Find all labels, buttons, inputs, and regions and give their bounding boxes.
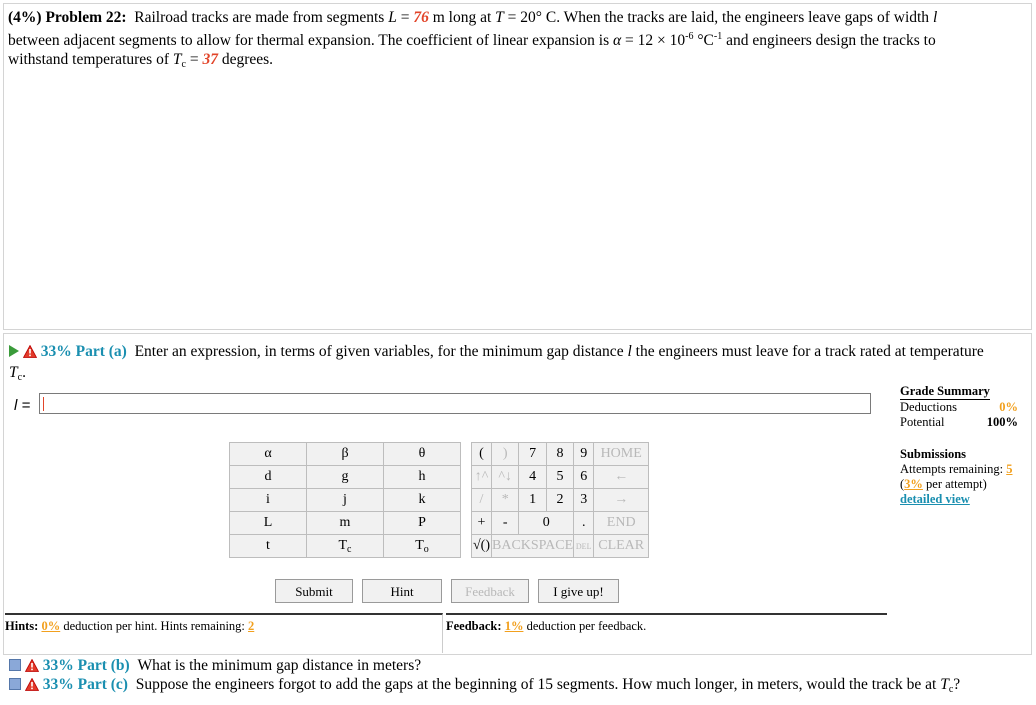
key-3[interactable]: 3 bbox=[574, 489, 594, 512]
part-c-text: Suppose the engineers forgot to add the gaps at the beginning of 15 segments. How much longer, in meters, would the track be at bbox=[135, 676, 937, 693]
subscript: c bbox=[948, 684, 954, 695]
problem-text: between adjacent segments to allow for thermal expansion. The coefficient of linear expansion is bbox=[8, 32, 610, 50]
key-2[interactable]: 2 bbox=[546, 489, 573, 512]
key-plus[interactable]: + bbox=[472, 512, 492, 535]
key-1[interactable]: 1 bbox=[519, 489, 546, 512]
key-del[interactable]: DEL bbox=[574, 535, 594, 558]
grade-summary-title: Grade Summary bbox=[900, 384, 990, 398]
feedback-label: Feedback: bbox=[446, 619, 502, 633]
problem-text: degrees. bbox=[221, 51, 274, 69]
unit: °C bbox=[697, 32, 714, 50]
part-c-header[interactable] bbox=[9, 675, 1029, 699]
key-Tc[interactable] bbox=[307, 535, 384, 558]
problem-text: m long at bbox=[432, 9, 492, 26]
feedback-bar bbox=[446, 613, 887, 653]
key-divide[interactable]: / bbox=[472, 489, 492, 512]
key-i[interactable]: i bbox=[230, 489, 307, 512]
part-a-text: the engineers must leave for a track rated at temperature bbox=[635, 343, 984, 360]
key-L[interactable]: L bbox=[230, 512, 307, 535]
key-6[interactable]: 6 bbox=[574, 466, 594, 489]
potential-label: Potential bbox=[900, 415, 945, 429]
numeric-keypad bbox=[471, 442, 649, 558]
warning-icon bbox=[23, 344, 37, 363]
var-Tc: T bbox=[9, 364, 18, 381]
question-mark: ? bbox=[953, 676, 961, 693]
key-8[interactable]: 8 bbox=[546, 443, 573, 466]
part-c-percent: 33% bbox=[42, 676, 74, 693]
part-a-header: 33% Part (a) Enter an expression, in terms of given variables, for the minimum gap distance l the engineers must leave for a track rated at temperature $T_c$. bbox=[9, 343, 984, 383]
submit-button[interactable]: Submit bbox=[275, 579, 353, 603]
part-b-label: Part (b) bbox=[77, 657, 130, 674]
problem-text: and engineers design the tracks to bbox=[726, 32, 936, 50]
key-close-paren[interactable]: ) bbox=[492, 443, 519, 466]
detailed-view-link[interactable]: detailed view bbox=[900, 492, 970, 506]
answer-input[interactable] bbox=[39, 393, 871, 414]
key-beta[interactable]: β bbox=[307, 443, 384, 466]
exponent: -1 bbox=[713, 31, 723, 42]
key-multiply[interactable]: * bbox=[492, 489, 519, 512]
var-T: T bbox=[495, 9, 504, 26]
hints-bar bbox=[5, 613, 443, 653]
potential-value: 100% bbox=[986, 415, 1018, 429]
problem-text: Railroad tracks are made from segments bbox=[134, 9, 385, 26]
key-m[interactable]: m bbox=[307, 512, 384, 535]
key-t[interactable]: t bbox=[230, 535, 307, 558]
key-d[interactable]: d bbox=[230, 466, 307, 489]
key-P[interactable]: P bbox=[384, 512, 461, 535]
var-Tc: T bbox=[940, 676, 949, 693]
key-open-paren[interactable]: ( bbox=[472, 443, 492, 466]
feedback-button[interactable]: Feedback bbox=[451, 579, 529, 603]
warning-icon bbox=[25, 677, 39, 696]
key-7[interactable]: 7 bbox=[519, 443, 546, 466]
key-clear[interactable]: CLEAR bbox=[594, 535, 649, 558]
deductions-value: 0% bbox=[999, 400, 1018, 414]
key-end[interactable]: END bbox=[594, 512, 649, 535]
hint-button[interactable]: Hint bbox=[362, 579, 442, 603]
submissions-title: Submissions bbox=[900, 447, 967, 461]
part-a-label: Part (a) bbox=[75, 343, 127, 360]
hints-remaining: 2 bbox=[248, 619, 255, 633]
give-up-button[interactable]: I give up! bbox=[538, 579, 619, 603]
feedback-text: deduction per feedback. bbox=[526, 619, 647, 633]
key-minus[interactable]: - bbox=[492, 512, 519, 535]
part-c-label: Part (c) bbox=[77, 676, 128, 693]
subscript: c bbox=[181, 59, 186, 71]
answer-label bbox=[14, 397, 30, 414]
problem-statement: (4%) Problem 22: Railroad tracks are made from segments L = 76 m long at T = 20° C. When the tracks are laid, the engineers leave gaps of width l between adjacent segments to allow for thermal expansion. The coefficient of linear expansion is $\alpha = 12 \times 10^{-6}$ $^\circ C^{-1}$ and engineers design the tracks to withstand temperatures of $T_c = 37$ degrees. bbox=[8, 9, 938, 71]
deductions-label: Deductions bbox=[900, 400, 957, 414]
key-To-label: $T_o$ bbox=[415, 537, 429, 555]
play-icon[interactable] bbox=[9, 345, 19, 357]
problem-text: withstand temperatures of bbox=[8, 51, 169, 69]
collapsed-icon[interactable] bbox=[9, 659, 21, 671]
key-j[interactable]: j bbox=[307, 489, 384, 512]
attempts-value: 5 bbox=[1006, 462, 1013, 476]
key-Tc-label: $T_c$ bbox=[338, 537, 352, 555]
hints-pct: 0% bbox=[41, 619, 61, 633]
var-l: l bbox=[932, 9, 938, 26]
var-L: L bbox=[388, 9, 397, 26]
submissions-panel: Submissions Attempts remaining: 5 (3% per attempt) detailed view bbox=[900, 447, 1013, 506]
part-a-percent: 33% bbox=[40, 343, 72, 360]
per-attempt-pct: 3% bbox=[904, 477, 923, 491]
value-Tc: 37 bbox=[202, 51, 218, 69]
symbol-keypad bbox=[229, 442, 461, 558]
feedback-pct: 1% bbox=[504, 619, 524, 633]
key-home[interactable]: HOME bbox=[594, 443, 649, 466]
subscript: c bbox=[17, 372, 23, 383]
key-0[interactable]: 0 bbox=[519, 512, 574, 535]
key-sqrt[interactable]: √() bbox=[472, 535, 492, 558]
key-theta[interactable]: θ bbox=[384, 443, 461, 466]
part-b-text: What is the minimum gap distance in meters? bbox=[137, 657, 422, 674]
deductions-row bbox=[900, 400, 1018, 415]
value-L: 76 bbox=[413, 9, 429, 26]
key-decimal[interactable]: . bbox=[574, 512, 594, 535]
key-g[interactable]: g bbox=[307, 466, 384, 489]
key-superscript[interactable]: ↑^ bbox=[472, 466, 492, 489]
problem-label: Problem 22: bbox=[45, 9, 127, 26]
key-4[interactable]: 4 bbox=[519, 466, 546, 489]
hints-label: Hints: bbox=[5, 619, 39, 633]
hints-text: deduction per hint. Hints remaining: bbox=[63, 619, 245, 633]
key-5[interactable]: 5 bbox=[546, 466, 573, 489]
collapsed-icon[interactable] bbox=[9, 678, 21, 690]
exponent: -6 bbox=[685, 31, 694, 42]
potential-row bbox=[900, 415, 1018, 430]
part-a-text: Enter an expression, in terms of given variables, for the minimum gap distance bbox=[134, 343, 624, 360]
key-h[interactable]: h bbox=[384, 466, 461, 489]
problem-text: = 12 × 10 bbox=[625, 32, 686, 50]
key-right-arrow[interactable]: → bbox=[594, 489, 649, 512]
part-b-header[interactable] bbox=[9, 656, 1029, 677]
key-left-arrow[interactable]: ← bbox=[594, 466, 649, 489]
key-To[interactable] bbox=[384, 535, 461, 558]
key-k[interactable]: k bbox=[384, 489, 461, 512]
per-attempt-text: per attempt) bbox=[926, 477, 987, 491]
var-Tc: T bbox=[172, 51, 182, 69]
key-alpha[interactable]: α bbox=[230, 443, 307, 466]
text-caret bbox=[43, 397, 44, 411]
key-9[interactable]: 9 bbox=[574, 443, 594, 466]
key-subscript[interactable]: ^↓ bbox=[492, 466, 519, 489]
part-b-percent: 33% bbox=[42, 657, 74, 674]
grade-summary bbox=[900, 384, 1018, 430]
problem-weight: (4%) bbox=[8, 9, 42, 26]
key-backspace[interactable]: BACKSPACE bbox=[492, 535, 574, 558]
problem-text: 20° C. When the tracks are laid, the engineers leave gaps of width bbox=[520, 9, 930, 26]
var-alpha: α bbox=[613, 32, 622, 50]
attempts-label: Attempts remaining: bbox=[900, 462, 1004, 476]
answer-label-text: l = bbox=[14, 397, 31, 414]
var-l: l bbox=[627, 343, 632, 360]
